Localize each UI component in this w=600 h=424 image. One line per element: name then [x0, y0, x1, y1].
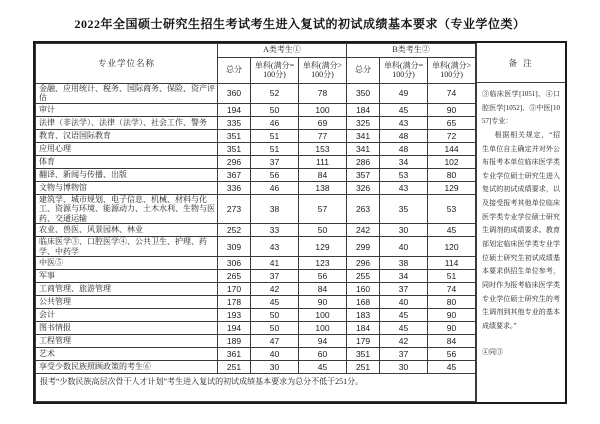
footer-row [36, 374, 476, 402]
column-header-a-single100: 单科(满分=100分) [251, 58, 299, 84]
score-cell: 57 [299, 194, 347, 223]
score-cell: 48 [380, 129, 428, 142]
score-cell: 341 [347, 129, 380, 142]
score-cell: 60 [299, 348, 347, 361]
score-cell: 296 [218, 155, 251, 168]
score-cell: 100 [299, 322, 347, 335]
degree-name-cell: 工程管理 [36, 335, 218, 348]
score-cell: 350 [347, 84, 380, 104]
score-cell: 189 [218, 335, 251, 348]
score-cell: 357 [347, 168, 380, 181]
score-cell: 178 [218, 296, 251, 309]
score-cell: 49 [380, 84, 428, 104]
score-cell: 51 [251, 142, 299, 155]
table-row [36, 84, 476, 104]
table-body [36, 84, 476, 402]
score-cell: 74 [428, 84, 476, 104]
score-cell: 45 [428, 224, 476, 237]
degree-name-cell: 艺术 [36, 348, 218, 361]
score-cell: 33 [251, 224, 299, 237]
score-cell: 50 [299, 224, 347, 237]
footnote-minority-plan: 报考“少数民族高层次骨干人才计划”考生进入复试的初试成绩基本要求为总分不低于251分。 [36, 374, 476, 402]
score-cell: 78 [299, 84, 347, 104]
degree-name-cell: 金融、应用统计、税务、国际商务、保险、资产评估 [36, 84, 218, 104]
degree-name-cell: 翻译、新闻与传播、出版 [36, 168, 218, 181]
degree-name-cell: 文物与博物馆 [36, 181, 218, 194]
score-cell: 41 [251, 257, 299, 270]
degree-name-cell: 会计 [36, 309, 218, 322]
score-cell: 129 [299, 237, 347, 257]
score-cell: 326 [347, 181, 380, 194]
score-cell: 138 [299, 181, 347, 194]
score-cell: 30 [380, 224, 428, 237]
score-cell: 90 [299, 296, 347, 309]
remarks-body [477, 83, 565, 402]
score-cell: 45 [380, 309, 428, 322]
score-cell: 77 [299, 129, 347, 142]
score-cell: 50 [251, 103, 299, 116]
degree-name-cell: 享受少数民族照顾政策的考生⑥ [36, 361, 218, 374]
score-cell: 100 [299, 103, 347, 116]
table-row [36, 361, 476, 374]
score-cell: 80 [428, 168, 476, 181]
column-header-b-single100: 单科(满分=100分) [380, 58, 428, 84]
score-cell: 360 [218, 84, 251, 104]
score-cell: 34 [380, 270, 428, 283]
score-cell: 84 [299, 168, 347, 181]
degree-name-cell: 中医⑤ [36, 257, 218, 270]
score-cell: 90 [428, 309, 476, 322]
table-row [36, 142, 476, 155]
table-row [36, 270, 476, 283]
table-row [36, 309, 476, 322]
score-cell: 144 [428, 142, 476, 155]
score-cell: 53 [380, 168, 428, 181]
table-row [36, 116, 476, 129]
score-cell: 47 [251, 335, 299, 348]
score-cell: 90 [428, 322, 476, 335]
table-row [36, 155, 476, 168]
score-cell: 40 [380, 296, 428, 309]
score-cell: 43 [380, 116, 428, 129]
score-cell: 100 [299, 309, 347, 322]
score-cell: 265 [218, 270, 251, 283]
score-cell: 84 [299, 283, 347, 296]
page-title: 2022年全国硕士研究生招生考试考生进入复试的初试成绩基本要求（专业学位类） [74, 17, 526, 31]
score-cell: 351 [218, 129, 251, 142]
degree-name-cell: 法律（非法学）、法律（法学）、社会工作、警务 [36, 116, 218, 129]
score-cell: 72 [428, 129, 476, 142]
score-table [35, 43, 476, 402]
table-header [36, 44, 476, 84]
degree-name-cell: 图书情报 [36, 322, 218, 335]
score-cell: 42 [380, 335, 428, 348]
score-cell: 90 [428, 103, 476, 116]
score-cell: 335 [218, 116, 251, 129]
score-cell: 35 [380, 194, 428, 223]
degree-name-cell: 教育、汉语国际教育 [36, 129, 218, 142]
score-cell: 194 [218, 322, 251, 335]
score-table-container [33, 41, 567, 404]
table-row [36, 322, 476, 335]
score-cell: 336 [218, 181, 251, 194]
degree-name-cell: 体育 [36, 155, 218, 168]
column-header-a-total: 总分 [218, 58, 251, 84]
score-cell: 51 [428, 270, 476, 283]
score-cell: 184 [347, 103, 380, 116]
score-cell: 56 [251, 168, 299, 181]
score-cell: 170 [218, 283, 251, 296]
degree-name-cell: 审计 [36, 103, 218, 116]
score-cell: 179 [347, 335, 380, 348]
table-row [36, 224, 476, 237]
score-cell: 111 [299, 155, 347, 168]
score-cell: 120 [428, 237, 476, 257]
column-header-b-total: 总分 [347, 58, 380, 84]
score-cell: 56 [299, 270, 347, 283]
score-cell: 51 [251, 129, 299, 142]
score-cell: 193 [218, 309, 251, 322]
remark-paragraph: ④同③ [482, 347, 504, 356]
score-cell: 184 [347, 322, 380, 335]
score-cell: 50 [251, 322, 299, 335]
score-cell: 42 [251, 283, 299, 296]
score-cell: 367 [218, 168, 251, 181]
remarks-column [476, 43, 565, 402]
score-cell: 242 [347, 224, 380, 237]
score-cell: 296 [347, 257, 380, 270]
score-cell: 252 [218, 224, 251, 237]
column-header-group-b: B类考生② [347, 44, 476, 58]
score-cell: 273 [218, 194, 251, 223]
score-cell: 50 [251, 309, 299, 322]
table-row [36, 237, 476, 257]
score-cell: 325 [347, 116, 380, 129]
score-cell: 251 [347, 361, 380, 374]
score-cell: 129 [428, 181, 476, 194]
remark-paragraph: 根据相关规定，“招生单位自主确定并对外公布报考本单位临床医学类专业学位硕士研究生进入复试的初试成绩要求，以及接受报考其他单位临床医学类专业学位硕士研究生调剂的成绩要求。教育部划定临床医学类专业学位硕士研究生初试成绩基本要求供招生单位参考，同时作为报考临床医学类专业学位硕士研究生的考生调剂到其他专业的基本成绩要求。” [482, 130, 560, 330]
score-cell: 194 [218, 103, 251, 116]
score-cell: 341 [347, 142, 380, 155]
column-header-degree-name: 专业学位名称 [36, 44, 218, 84]
score-cell: 45 [299, 361, 347, 374]
table-row [36, 194, 476, 223]
table-row [36, 181, 476, 194]
score-cell: 183 [347, 309, 380, 322]
score-cell: 263 [347, 194, 380, 223]
table-row [36, 257, 476, 270]
score-cell: 306 [218, 257, 251, 270]
column-header-group-a: A类考生① [218, 44, 347, 58]
degree-name-cell: 农业、兽医、风景园林、林业 [36, 224, 218, 237]
degree-name-cell: 工商管理、旅游管理 [36, 283, 218, 296]
table-row [36, 283, 476, 296]
score-cell: 45 [251, 296, 299, 309]
score-cell: 123 [299, 257, 347, 270]
score-cell: 114 [428, 257, 476, 270]
score-cell: 56 [428, 348, 476, 361]
remarks-header: 备 注 [477, 43, 565, 83]
score-cell: 45 [428, 361, 476, 374]
score-cell: 45 [380, 103, 428, 116]
table-row [36, 129, 476, 142]
column-header-b-single-over100: 单科(满分>100分) [428, 58, 476, 84]
score-cell: 48 [380, 142, 428, 155]
score-cell: 251 [218, 361, 251, 374]
score-cell: 53 [428, 194, 476, 223]
score-cell: 65 [428, 116, 476, 129]
score-cell: 30 [251, 361, 299, 374]
score-cell: 286 [347, 155, 380, 168]
score-cell: 84 [428, 335, 476, 348]
remark-paragraph: ③临床医学[1051]、④口腔医学[1052]、⑤中医[1057]专业： [482, 90, 560, 126]
score-cell: 46 [251, 181, 299, 194]
score-cell: 40 [380, 237, 428, 257]
score-cell: 37 [251, 270, 299, 283]
score-cell: 299 [347, 237, 380, 257]
score-cell: 153 [299, 142, 347, 155]
score-cell: 94 [299, 335, 347, 348]
score-cell: 80 [428, 296, 476, 309]
score-cell: 361 [218, 348, 251, 361]
degree-name-cell: 临床医学③、口腔医学④、公共卫生、护理、药学、中药学 [36, 237, 218, 257]
score-cell: 37 [380, 348, 428, 361]
score-cell: 309 [218, 237, 251, 257]
score-cell: 168 [347, 296, 380, 309]
score-cell: 37 [251, 155, 299, 168]
score-cell: 38 [380, 257, 428, 270]
score-cell: 160 [347, 283, 380, 296]
table-row [36, 335, 476, 348]
score-cell: 351 [347, 348, 380, 361]
degree-name-cell: 军事 [36, 270, 218, 283]
table-row [36, 103, 476, 116]
score-cell: 30 [380, 361, 428, 374]
score-cell: 34 [380, 155, 428, 168]
degree-name-cell: 建筑学、城市规划、电子信息、机械、材料与化工、资源与环境、能源动力、土木水利、生物与医药、交通运输 [36, 194, 218, 223]
degree-name-cell: 应用心理 [36, 142, 218, 155]
score-cell: 69 [299, 116, 347, 129]
score-cell: 102 [428, 155, 476, 168]
column-header-a-single-over100: 单科(满分>100分) [299, 58, 347, 84]
score-cell: 43 [251, 237, 299, 257]
score-cell: 43 [380, 181, 428, 194]
score-cell: 37 [380, 283, 428, 296]
table-row [36, 348, 476, 361]
score-cell: 351 [218, 142, 251, 155]
score-cell: 46 [251, 116, 299, 129]
table-row [36, 168, 476, 181]
score-cell: 40 [251, 348, 299, 361]
score-cell: 45 [380, 322, 428, 335]
score-cell: 74 [428, 283, 476, 296]
score-cell: 38 [251, 194, 299, 223]
degree-name-cell: 公共管理 [36, 296, 218, 309]
score-cell: 52 [251, 84, 299, 104]
score-cell: 255 [347, 270, 380, 283]
table-row [36, 296, 476, 309]
